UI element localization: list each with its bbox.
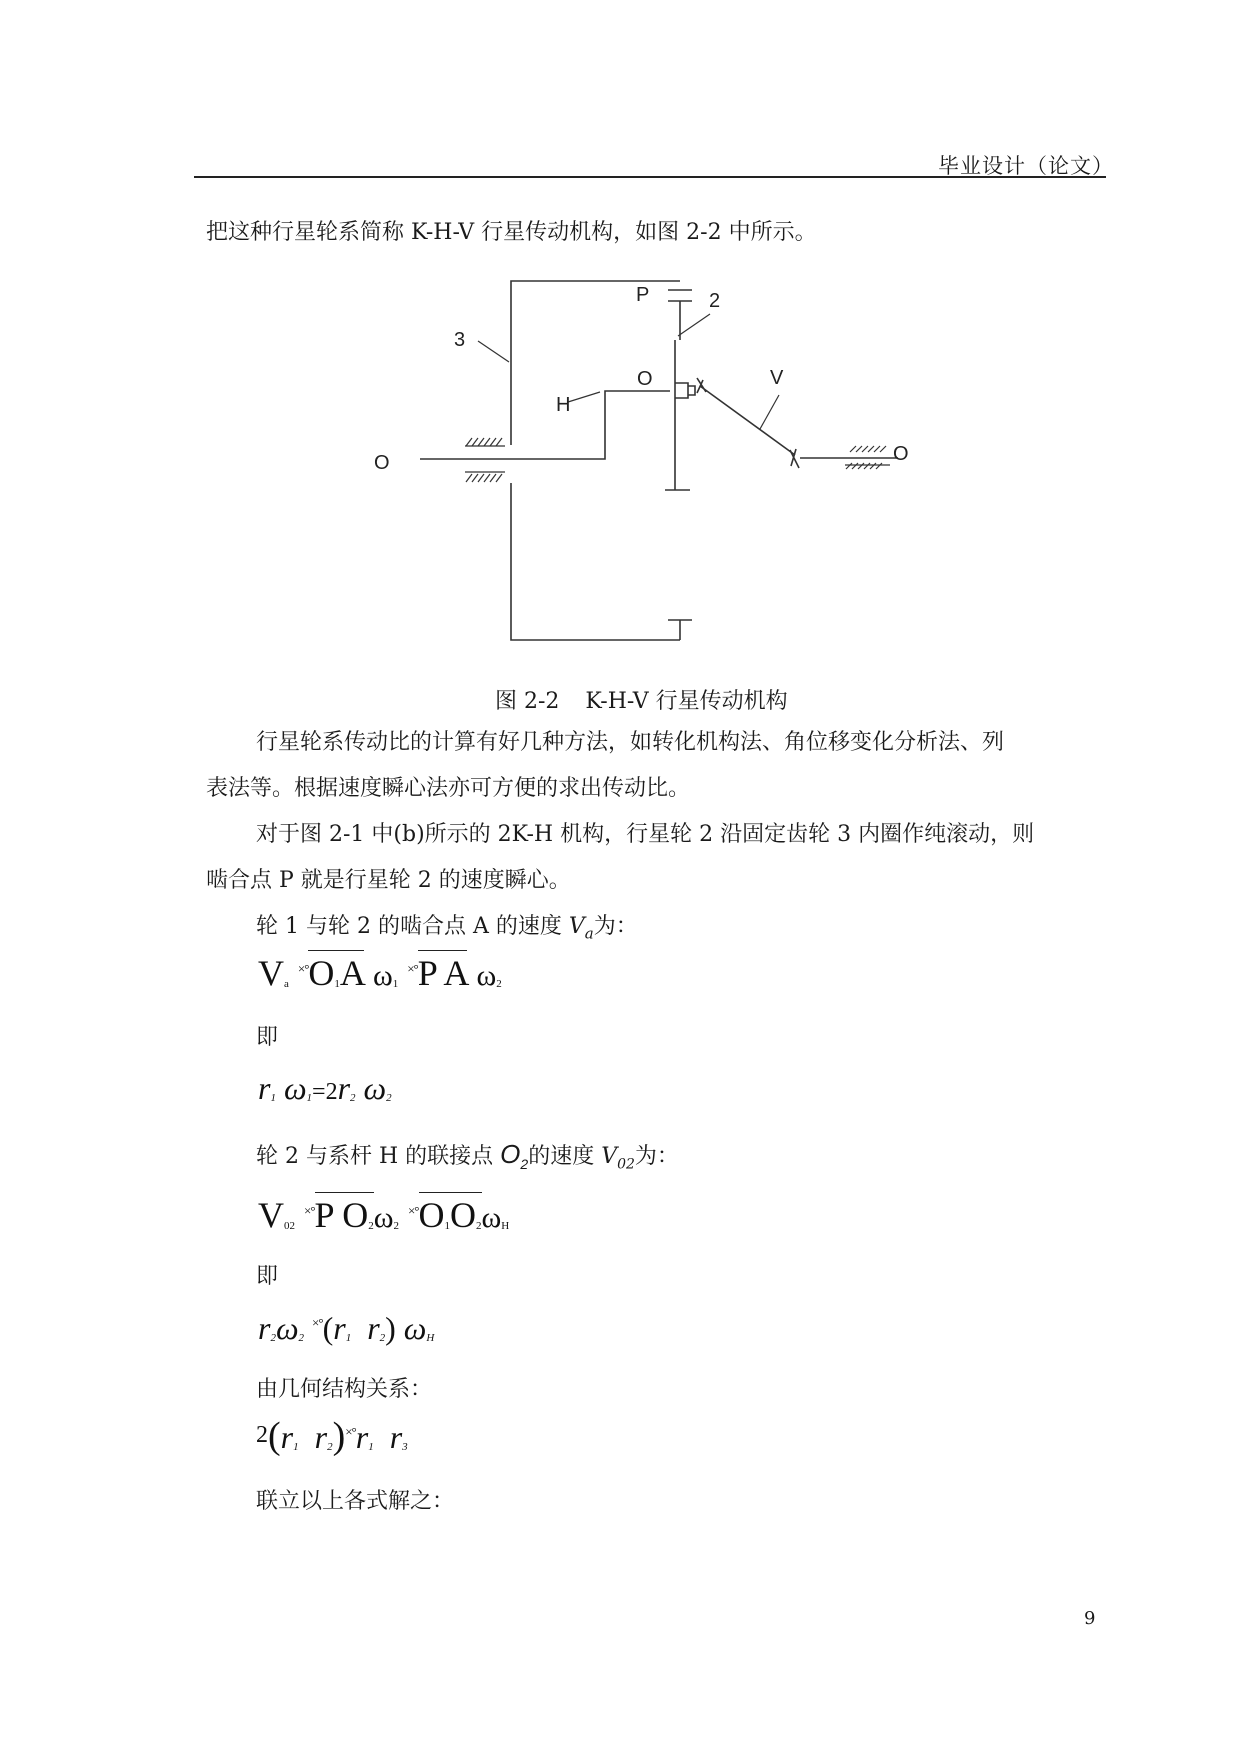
leader-h xyxy=(568,392,600,402)
para2-line1: 对于图 2-1 中(b)所示的 2K-H 机构，行星轮 2 沿固定齿轮 3 内圈作纯滚动，则 xyxy=(256,822,1035,847)
va-symbol: $V_a$ xyxy=(568,914,594,943)
figure-2-2-diagram xyxy=(0,0,1241,700)
page-number: 9 xyxy=(1084,1608,1096,1629)
figure-caption-title: K-H-V 行星传动机构 xyxy=(585,689,788,714)
label-o-left: O xyxy=(374,452,390,474)
para4-prefix: 轮 2 与系杆 H 的联接点 xyxy=(256,1144,494,1169)
fixed-support-bottom-left xyxy=(465,472,505,482)
running-header: 毕业设计（论文） xyxy=(938,154,1114,178)
input-shaft xyxy=(420,391,670,459)
para4-mid: 的速度 xyxy=(528,1144,595,1169)
label-o-right: O xyxy=(893,443,909,465)
ring-gear-teeth-bottom xyxy=(668,620,692,640)
equation-4: $r_2\omega_2$ $^{\times^\circ}(r_1$ $r_2$) $\omega_H$ xyxy=(258,1310,435,1346)
para3-prefix: 轮 1 与轮 2 的啮合点 A 的速度 xyxy=(256,914,562,939)
v-link-joint-right xyxy=(790,449,799,468)
intro-paragraph: 把这种行星轮系简称 K-H-V 行星传动机构，如图 2-2 中所示。 xyxy=(206,220,817,245)
para1-line2: 表法等。根据速度瞬心法亦可方便的求出传动比。 xyxy=(206,776,691,801)
equation-1: $V_a$ $^{\times^\circ}O_1A$ $\omega_1$ ×°P A $\omega_2$ xyxy=(258,952,502,994)
label-2: 2 xyxy=(709,290,721,312)
label-h: H xyxy=(556,394,571,416)
para2-line2: 啮合点 P 就是行星轮 2 的速度瞬心。 xyxy=(206,868,571,893)
planet-bearing xyxy=(675,383,695,398)
equation-2: $r_1$ $\omega_1=2r_2$ $\omega_2$ xyxy=(258,1070,392,1106)
para5: 由几何结构关系： xyxy=(256,1377,433,1402)
figure-caption-number: 图 2-2 xyxy=(495,689,560,714)
ring-gear-teeth-top xyxy=(668,290,692,340)
para3 xyxy=(256,912,638,948)
label-3: 3 xyxy=(454,329,466,351)
equation-5: $2(r_1$ $r_2)^{\times^\circ}r_1$ $r_3$ xyxy=(256,1415,408,1457)
label-p: P xyxy=(636,284,650,306)
v02-symbol: $V_{02}$ xyxy=(601,1144,635,1173)
v-link-joint-left xyxy=(697,378,706,393)
v-link xyxy=(700,386,795,455)
para6: 联立以上各式解之： xyxy=(256,1489,455,1514)
para4-suffix: 为： xyxy=(634,1144,679,1169)
leader-2 xyxy=(678,314,710,336)
ring-gear-3 xyxy=(511,281,680,640)
o2-symbol: $O_2$ xyxy=(500,1139,529,1173)
ji-1: 即 xyxy=(256,1025,279,1050)
equation-3: $V_{02}$ ×°P $O_2\omega_2$ $^{\times^\circ}O_1O_2\omega_H$ xyxy=(258,1194,509,1236)
para1-line1: 行星轮系传动比的计算有好几种方法，如转化机构法、角位移变化分析法、列 xyxy=(256,730,1005,755)
leader-v xyxy=(760,395,779,429)
fixed-support-top-right xyxy=(850,446,886,452)
label-o-top: O xyxy=(637,368,653,390)
label-v: V xyxy=(770,367,784,389)
fixed-support-top-left xyxy=(465,438,505,446)
para3-suffix: 为： xyxy=(593,914,638,939)
ji-2: 即 xyxy=(256,1264,279,1289)
leader-3 xyxy=(478,341,509,362)
figure-caption xyxy=(495,684,788,715)
fixed-support-bottom-right xyxy=(845,463,890,469)
para4 xyxy=(256,1139,679,1179)
planet-gear-2 xyxy=(665,340,690,490)
